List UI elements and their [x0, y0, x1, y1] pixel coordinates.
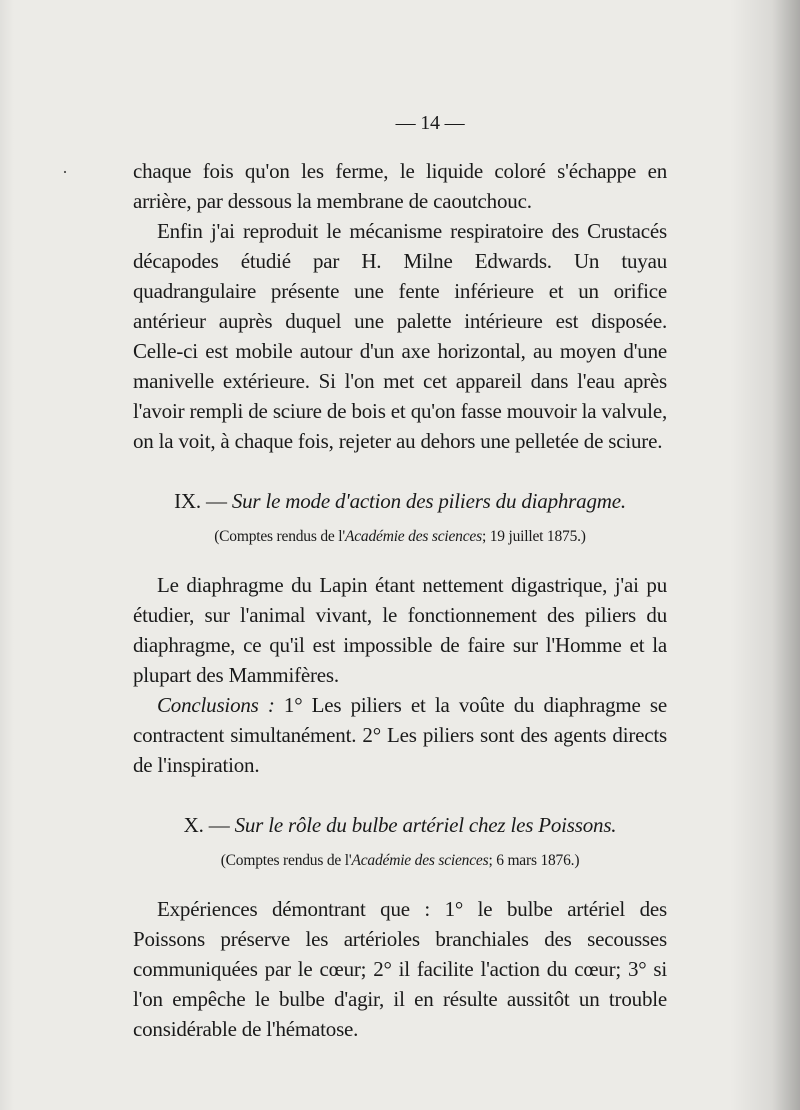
page-edge-shadow-left	[0, 0, 14, 1110]
conclusions-text: 1° Les piliers et la voûte du diaphragme se contractent simultanément. 2° Les piliers sont des agents directs de l'inspiration.	[133, 693, 667, 777]
citation-x-date: ; 6 mars 1876.)	[488, 852, 580, 869]
citation-ix-journal: Académie des sciences	[344, 528, 482, 545]
section-heading-x	[133, 810, 667, 840]
section-heading-ix	[133, 486, 667, 516]
page-edge-shadow-right	[730, 0, 800, 1110]
stray-ink-dot: ·	[62, 162, 68, 182]
paragraph-continuation: chaque fois qu'on les ferme, le liquide coloré s'échappe en arrière, par dessous la membrane de caoutchouc.	[133, 159, 667, 213]
paragraph-diaphragme: Le diaphragme du Lapin étant nettement digastrique, j'ai pu étudier, sur l'animal vivant, le fonctionnement des piliers du diaphragme, ce qu'il est impossible de faire sur l'Homme et la plupart des Mammifères.	[133, 573, 667, 687]
conclusions-label: Conclusions :	[157, 693, 275, 717]
citation-x-prefix: (Comptes rendus de l'	[220, 852, 352, 869]
paragraph-crustaces: Enfin j'ai reproduit le mécanisme respiratoire des Crustacés décapodes étudié par H. Milne Edwards. Un tuyau quadrangulaire présente une fente inférieure et un orifice antérieur auprès duquel une palette intérieure est disposée. Celle-ci est mobile autour d'un axe horizontal, au moyen d'une manivelle extérieure. Si l'on met cet appareil dans l'eau après l'avoir rempli de sciure de bois et qu'on fasse mouvoir la valvule, on la voit, à chaque fois, rejeter au dehors une pelletée de sciure.	[133, 219, 667, 453]
section-title-ix: Sur le mode d'action des piliers du diaphragme.	[231, 489, 626, 513]
citation-ix-date: ; 19 juillet 1875.)	[481, 528, 586, 545]
section-number-ix: IX. —	[174, 489, 227, 513]
page-number: — 14 —	[395, 112, 465, 134]
paragraph-bulbe: Expériences démontrant que : 1° le bulbe artériel des Poissons préserve les artérioles branchiales des secousses communiquées par le cœur; 2° il facilite l'action du cœur; 3° si l'on empêche le bulbe d'agir, il en résulte aussitôt un trouble considérable de l'hématose.	[133, 897, 667, 1041]
section-number-x: X. —	[183, 813, 230, 837]
page-text	[133, 108, 667, 1044]
section-title-x: Sur le rôle du bulbe artériel chez les Poissons.	[234, 813, 617, 837]
citation-x	[133, 850, 667, 872]
paragraph-conclusions	[133, 690, 667, 780]
citation-ix-prefix: (Comptes rendus de l'	[214, 528, 345, 545]
citation-ix	[133, 526, 667, 548]
citation-x-journal: Académie des sciences	[351, 852, 489, 869]
